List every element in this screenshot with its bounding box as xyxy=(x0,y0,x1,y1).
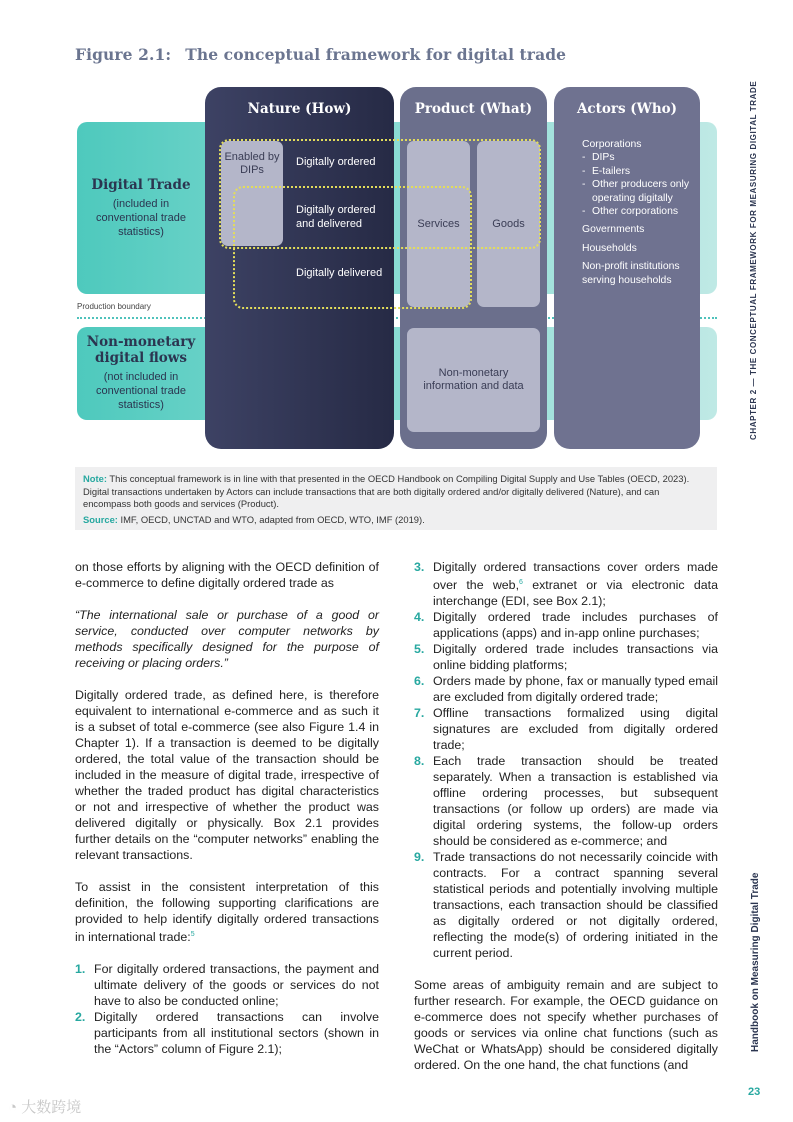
footnote-ref[interactable]: 6 xyxy=(519,579,523,586)
item-text: Orders made by phone, fax or manually typed email are excluded from digitally ordered trade; xyxy=(433,674,718,705)
paragraph: Some areas of ambiguity remain and are subject to further research. For example, the OECD guidance on e-commerce does not specify whether purchases of goods or services via online chat functions (such as WeChat or WhatsApp) should be considered digitally ordered. On the one hand, the chat functions (and xyxy=(414,978,718,1073)
watermark-logo: ◔ 大数跨境 xyxy=(8,1099,82,1116)
digital-trade-label xyxy=(77,177,205,239)
chapter-running-head: CHAPTER 2 — THE CONCEPTUAL FRAMEWORK FOR MEASURING DIGITAL TRADE xyxy=(749,80,758,440)
actor-etailers: E-tailers xyxy=(592,165,631,177)
figure-number: Figure 2.1: xyxy=(75,45,172,64)
note-label: Note: xyxy=(83,473,107,484)
item-text: Digitally ordered trade includes purchases of applications (apps) and in-app online purchases; xyxy=(433,610,718,641)
item-text: Digitally ordered transactions cover orders made over the web, xyxy=(433,560,718,593)
digital-trade-sub: (included in conventional trade statistics) xyxy=(96,198,186,238)
ordered-delivered-label: Digitally ordered and delivered xyxy=(296,204,376,230)
item-number: 6. xyxy=(414,674,425,689)
digitally-ordered-label: Digitally ordered xyxy=(296,156,376,168)
actor-sub: - DIPs xyxy=(582,152,615,164)
actor-dips: DIPs xyxy=(592,152,615,164)
list-item xyxy=(414,609,718,641)
actors-heading: Actors (Who) xyxy=(576,101,678,117)
digitally-delivered-highlight xyxy=(233,186,472,309)
digitally-delivered-label: Digitally delivered xyxy=(296,267,383,279)
list-item xyxy=(414,705,718,753)
item-number: 3. xyxy=(414,560,425,574)
item-text: For digitally ordered transactions, the payment and ultimate delivery of the goods or services do not have to also be conducted online; xyxy=(94,962,379,1009)
watermark-text: 大数跨境 xyxy=(21,1099,82,1116)
footnote-ref[interactable]: 5 xyxy=(190,931,195,938)
paragraph-text: To assist in the consistent interpretation of this definition, the following supporting clarifications are provided to help identify digitally ordered transactions in international trade: xyxy=(75,880,379,945)
goods-label: Goods xyxy=(492,217,525,230)
source-label: Source: xyxy=(83,513,118,525)
paragraph xyxy=(75,879,379,945)
item-text: Digitally ordered trade includes transactions via online bidding platforms; xyxy=(433,642,718,673)
actor-sub: - Other corporations xyxy=(582,206,679,218)
list-item xyxy=(414,673,718,705)
services-label: Services xyxy=(417,217,460,230)
actor-corporations: Corporations xyxy=(582,139,642,150)
item-number: 2. xyxy=(75,1010,86,1025)
figure-title-text: The conceptual framework for digital trade xyxy=(185,45,567,64)
item-text: Each trade transaction should be treated separately. When a transaction is established via offline ordering processes, but subsequent transactions (or follow up orders) are made via digital ordering systems, the follow-up orders should be considered as e-commerce; and xyxy=(433,754,718,849)
clarification-list xyxy=(75,961,379,1057)
item-number: 8. xyxy=(414,754,425,769)
actor-other-producers: Other producers only operating digitally xyxy=(592,179,690,204)
figure-note xyxy=(75,467,717,530)
non-monetary-sub: (not included in conventional trade statistics) xyxy=(96,371,186,411)
product-heading: Product (What) xyxy=(414,101,533,117)
clarification-list-cont xyxy=(414,559,718,961)
actor-sub: - Other producers only operating digitally xyxy=(582,179,690,204)
paragraph: on those efforts by aligning with the OECD definition of e-commerce to define digitally ordered trade as xyxy=(75,560,379,590)
actor-npish: Non-profit institutions serving households xyxy=(582,261,680,286)
item-number: 1. xyxy=(75,962,86,977)
non-monetary-info-box xyxy=(407,328,540,432)
item-number: 9. xyxy=(414,850,425,865)
right-column xyxy=(414,559,718,1089)
list-item xyxy=(75,961,379,1009)
actors-list xyxy=(582,138,697,287)
digital-trade-heading: Digital Trade xyxy=(91,177,191,193)
source-text: IMF, OECD, UNCTAD and WTO, adapted from OECD, WTO, IMF (2019). xyxy=(120,513,425,525)
production-boundary-label: Production boundary xyxy=(77,302,151,311)
item-number: 5. xyxy=(414,642,425,657)
item-text: extranet or via electronic data interchange (EDI, see Box 2.1); xyxy=(433,578,718,609)
book-running-title: Handbook on Measuring Digital Trade xyxy=(750,872,761,1052)
paragraph: Digitally ordered trade, as defined here, is therefore equivalent to international e-commerce and as such it is a subset of total e-commerce (see also Figure 1.4 in Chapter 1). If a transaction is deemed to be digitally ordered, the total value of the transaction should be included in the measure of digital trade, irrespective of whether the traded product has digital characteristics or not and irrespective of whether the product was delivered digitally or physically. Box 2.1 provides further details on the “computer networks” enabling the relevant transactions. xyxy=(75,688,379,862)
definition-quote: “The international sale or purchase of a good or service, conducted over computer networks by methods specifically designed for the purpose of receiving or placing orders.” xyxy=(75,608,379,670)
list-item xyxy=(414,559,718,609)
non-monetary-heading: Non-monetary digital flows xyxy=(86,334,196,366)
list-item xyxy=(414,641,718,673)
list-item xyxy=(75,1009,379,1057)
enabled-by-dips-label: Enabled by DIPs xyxy=(224,151,280,176)
item-text: Digitally ordered transactions can involve participants from all institutional sectors (shown in the “Actors” column of Figure 2.1); xyxy=(94,1010,379,1057)
item-number: 4. xyxy=(414,610,425,625)
actor-households: Households xyxy=(582,242,637,254)
list-item xyxy=(414,849,718,961)
actor-other-corporations: Other corporations xyxy=(592,206,679,218)
figure-title xyxy=(75,45,566,64)
list-item xyxy=(414,753,718,849)
left-column xyxy=(75,559,379,1057)
item-text: Trade transactions do not necessarily coincide with contracts. For a contract spanning several statistical periods and potentially involving multiple transactions, each transaction should be classified as digitally ordered or not digitally ordered, reflecting the mode(s) of ordering initiated in the current period. xyxy=(433,850,718,961)
non-monetary-label xyxy=(77,334,205,412)
page-number: 23 xyxy=(748,1086,761,1098)
note-text: This conceptual framework is in line with that presented in the OECD Handbook on Compiling Digital Supply and Use Tables (OECD, 2023). Digital transactions undertaken by Actors can include transactions that are both digitally ordered and/or digitally delivered (Nature), and can encompass both goods and services (Product). xyxy=(83,473,690,509)
item-number: 7. xyxy=(414,706,425,721)
non-monetary-info-label: Non-monetary information and data xyxy=(423,367,524,392)
nature-heading: Nature (How) xyxy=(247,101,352,117)
item-text: Offline transactions formalized using digital signatures are excluded from digitally ordered trade; xyxy=(433,706,718,753)
actor-governments: Governments xyxy=(582,224,645,236)
actor-sub: - E-tailers xyxy=(582,165,631,177)
